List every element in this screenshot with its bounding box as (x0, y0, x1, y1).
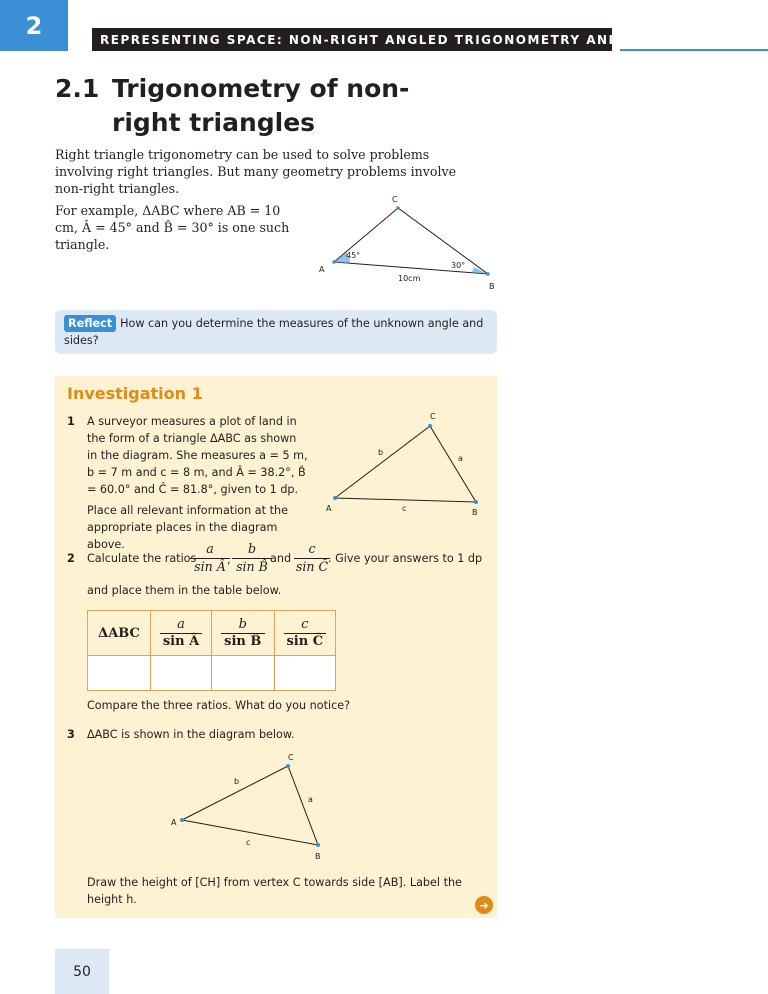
table-a-numerator: a (160, 617, 202, 634)
label-side-b: b (234, 777, 240, 786)
q3-instruction: Draw the height of [CH] from vertex C towards side [AB]. Label the height h. (87, 876, 462, 906)
q3-text: ΔABC is shown in the diagram below. (87, 728, 295, 741)
table-row (88, 656, 336, 691)
table-a-denominator: sin Â (162, 634, 200, 649)
triangle-figure-surveyor (320, 410, 490, 520)
table-c-numerator: c (284, 617, 327, 634)
label-vertex-c: C (288, 753, 294, 762)
fraction-separator: , (227, 553, 231, 566)
label-vertex-c: C (430, 412, 436, 421)
fraction-a-denominator: sin Â (194, 559, 226, 574)
q1-instruction: Place all relevant information at the appropriate places in the diagram above. (87, 504, 288, 551)
section-number: 2.1 (55, 74, 100, 103)
fraction-c-denominator: sin Ĉ (295, 559, 329, 574)
fraction-b-numerator: b (232, 541, 272, 559)
label-angle-a: 45° (346, 251, 361, 260)
q1-number: 1 (67, 415, 75, 428)
vertex-c-dot (286, 764, 290, 768)
label-vertex-b: B (489, 282, 495, 291)
label-vertex-b: B (315, 852, 321, 861)
vertex-b-dot (316, 843, 320, 847)
label-angle-b: 30° (451, 261, 466, 270)
label-side-c: c (246, 838, 251, 847)
table-b-numerator: b (221, 617, 264, 634)
reflect-question: How can you determine the measures of the unknown angle and sides? (64, 317, 484, 347)
reflect-box (55, 310, 497, 354)
vertex-b-dot (486, 272, 490, 276)
fraction-a-numerator: a (190, 541, 230, 559)
fraction-c (294, 541, 330, 575)
page-number: 50 (55, 949, 109, 994)
fraction-a (190, 541, 230, 575)
label-side-a: a (308, 795, 313, 804)
table-header-a (151, 611, 212, 656)
vertex-b-dot (474, 500, 478, 504)
table-cell-a[interactable] (151, 656, 212, 691)
fraction-b-denominator: sin B̂ (236, 559, 268, 574)
q3-number: 3 (67, 728, 75, 741)
table-cell-c[interactable] (274, 656, 336, 691)
label-vertex-a: A (319, 265, 325, 274)
table-header-c (274, 611, 336, 656)
vertex-a-dot (332, 260, 336, 264)
triangle-figure-height (160, 750, 340, 865)
table-header-row (88, 611, 336, 656)
table-header-b (212, 611, 274, 656)
vertex-c-dot (396, 206, 400, 210)
fraction-b (232, 541, 272, 575)
section-heading (55, 72, 475, 140)
chapter-number-tab: 2 (0, 0, 68, 51)
label-vertex-b: B (472, 508, 478, 517)
label-vertex-a: A (326, 504, 332, 513)
table-c-denominator: sin Ĉ (286, 634, 324, 649)
section-title: Trigonometry of non-right triangles (112, 74, 410, 137)
table-b-denominator: sin B̂ (224, 634, 262, 649)
reflect-text-block (64, 315, 484, 349)
q2-compare: Compare the three ratios. What do you notice? (87, 699, 351, 712)
label-side-ab: 10cm (398, 274, 421, 283)
q2-tail: . Give your answers to 1 dp (328, 552, 483, 565)
triangle-figure-example (310, 190, 500, 300)
fraction-c-numerator: c (294, 541, 330, 559)
triangle-outline (182, 766, 318, 845)
q2-lead: Calculate the ratios (87, 552, 197, 565)
q2-number: 2 (67, 552, 75, 565)
header-rule (620, 49, 768, 51)
triangle-outline (335, 426, 476, 502)
table-cell-triangle[interactable] (88, 656, 151, 691)
label-vertex-a: A (171, 818, 177, 827)
chapter-title-bar: REPRESENTING SPACE: NON-RIGHT ANGLED TRIGONOMETRY AND VOLUMES (92, 28, 612, 51)
q1-text: A surveyor measures a plot of land in the form of a triangle ΔABC as shown in the diagram. She measures a = 5 m, b = 7 m and c = 8 m, and Â = 38.2°, B̂ = 60.0° and Ĉ = 81.8°, given to 1 dp. (87, 415, 308, 496)
q2-tail-line2: and place them in the table below. (87, 584, 282, 597)
intro-paragraph: Right triangle trigonometry can be used to solve problems involving right triangles. But many geometry problems involve non-right triangles. (55, 147, 457, 196)
table-header-triangle: ΔABC (88, 611, 151, 656)
label-vertex-c: C (392, 195, 398, 204)
q2-and: and (270, 552, 292, 565)
continue-arrow-icon[interactable]: ➜ (475, 896, 493, 914)
vertex-a-dot (180, 818, 184, 822)
label-side-b: b (378, 448, 384, 457)
label-side-c: c (402, 504, 407, 513)
label-side-a: a (458, 454, 463, 463)
vertex-c-dot (428, 424, 432, 428)
ratio-table (87, 610, 336, 691)
reflect-tag: Reflect (64, 315, 116, 332)
vertex-a-dot (333, 496, 337, 500)
investigation-title: Investigation 1 (67, 384, 203, 403)
intro-example: For example, ΔABC where AB = 10 cm, Â = 45° and B̂ = 30° is one such triangle. (55, 203, 290, 252)
table-cell-b[interactable] (212, 656, 274, 691)
